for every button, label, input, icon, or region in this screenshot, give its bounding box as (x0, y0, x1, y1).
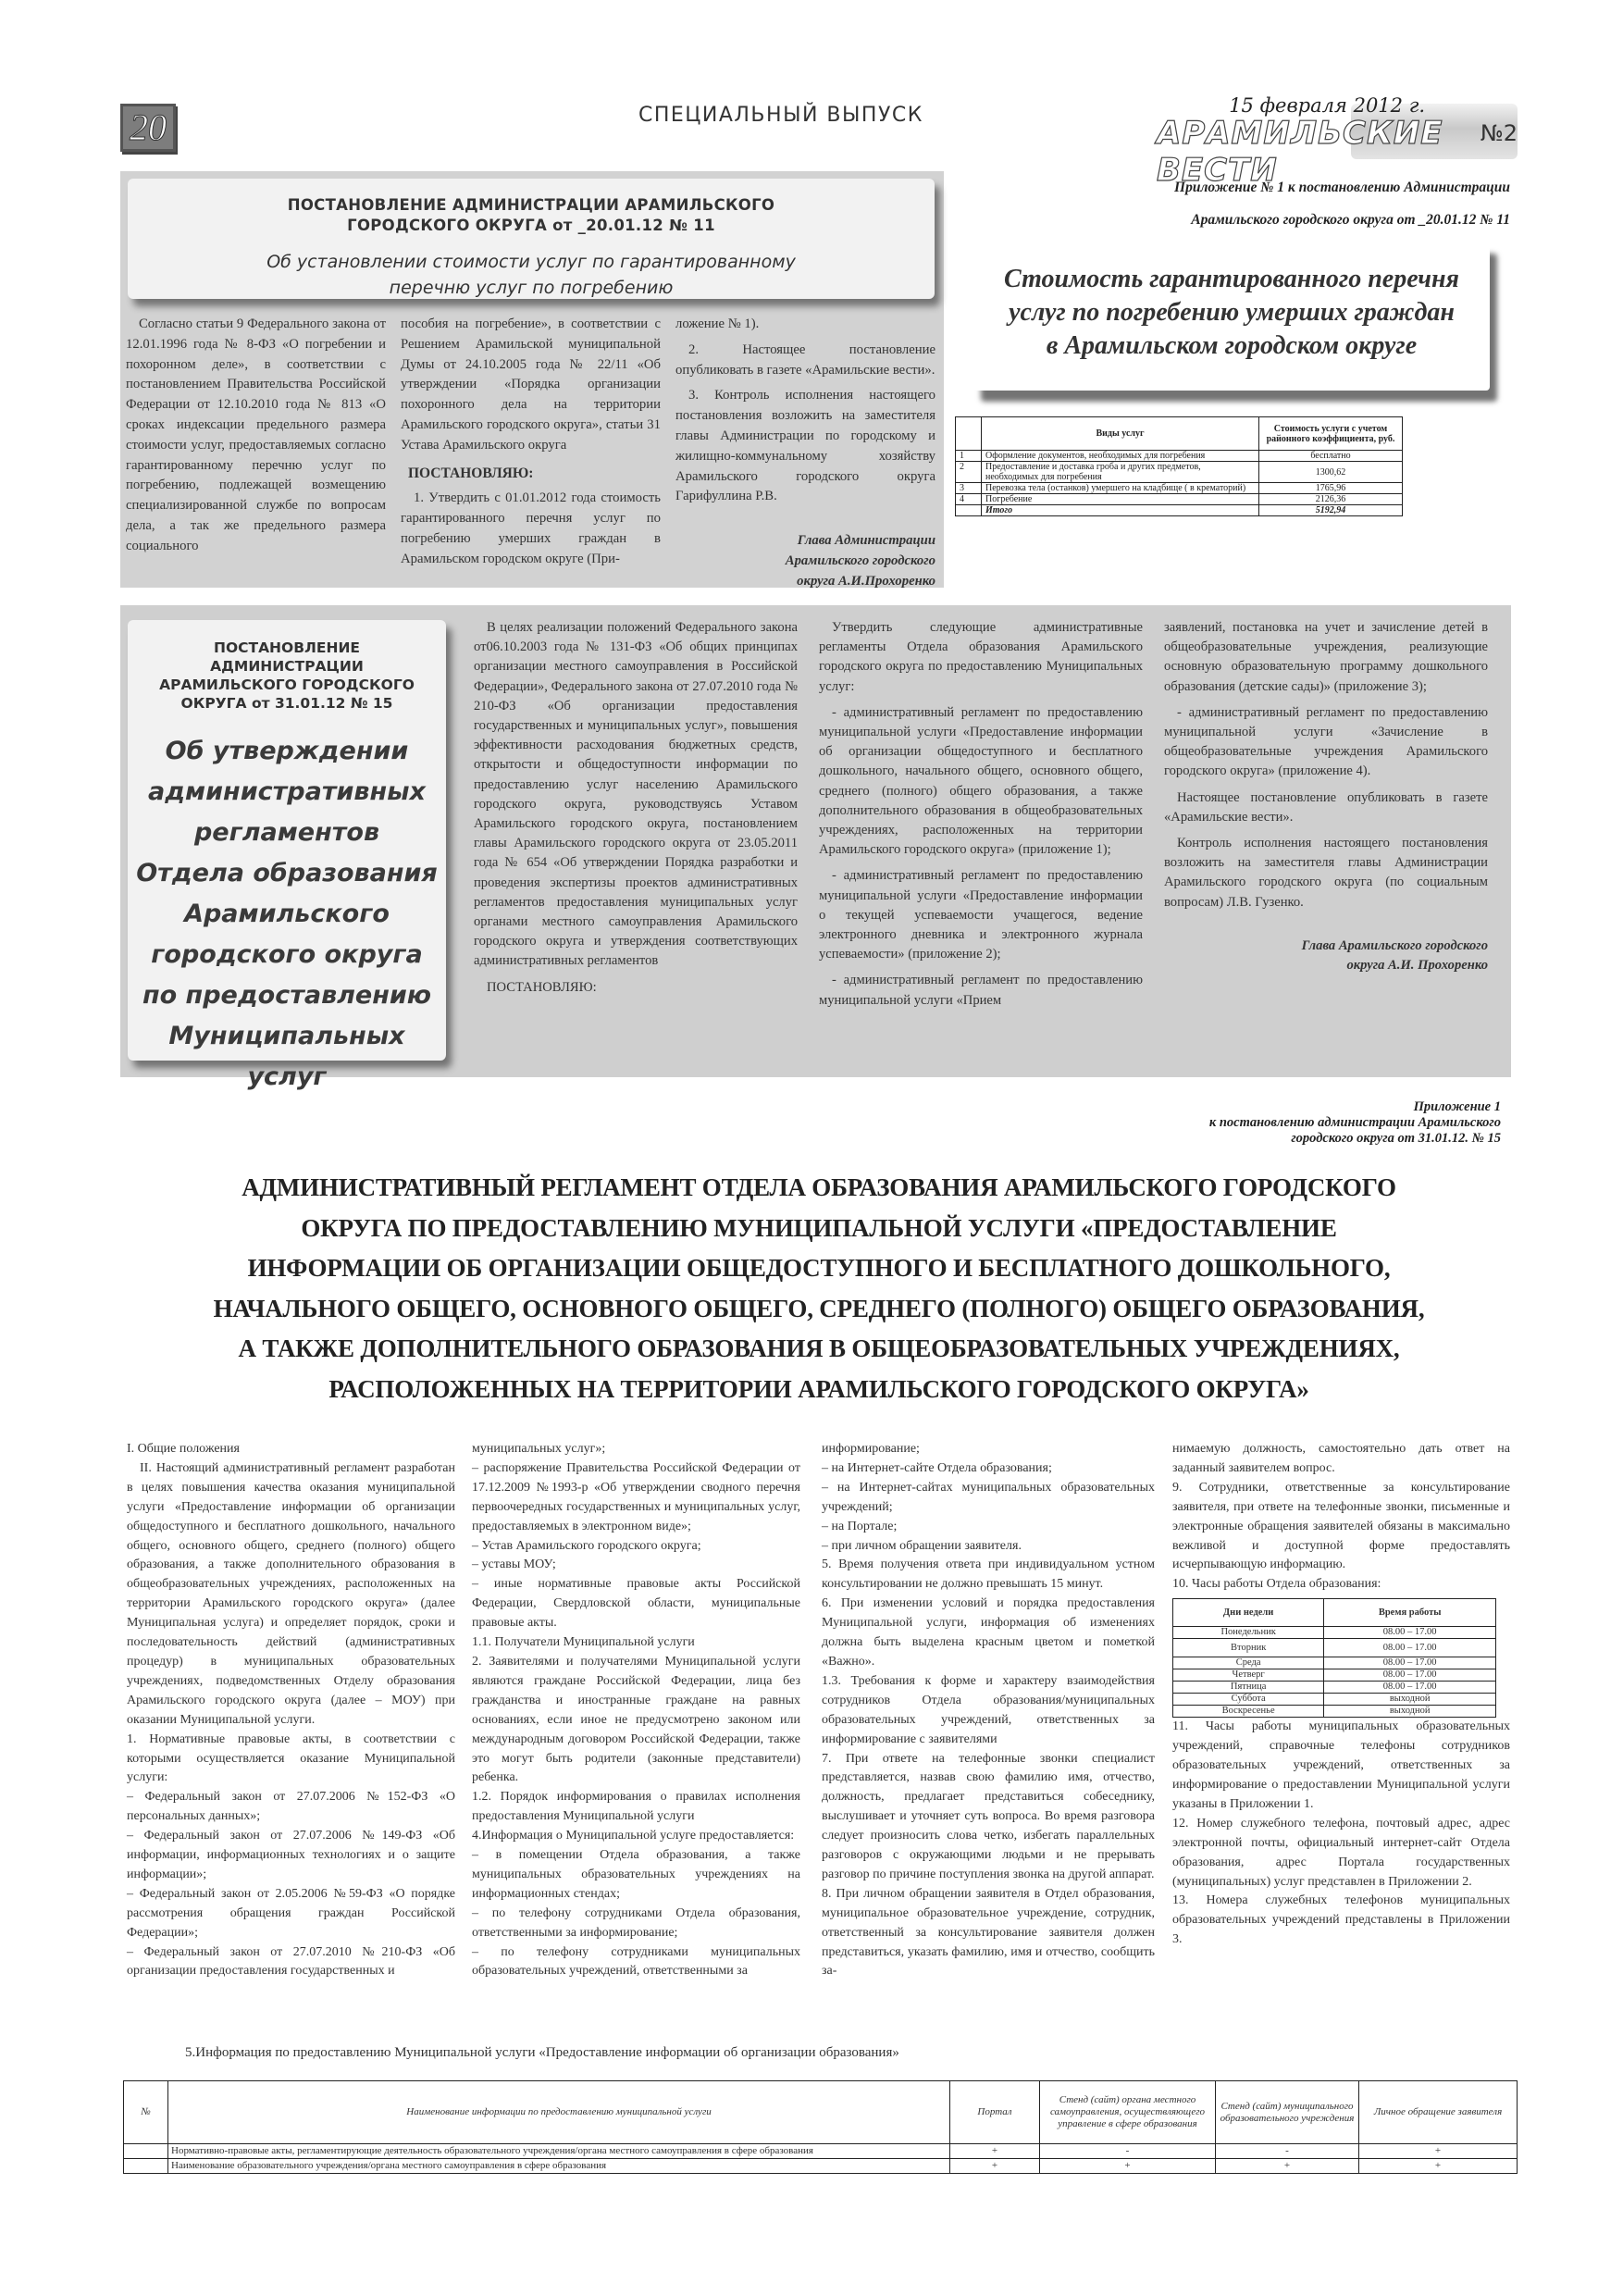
regulation-title-line: ОКРУГА ПО ПРЕДОСТАВЛЕНИЮ МУНИЦИПАЛЬНОЙ УСЛУГИ «ПРЕДОСТАВЛЕНИЕ (301, 1213, 1337, 1242)
hours-cell: 08.00 – 17.00 (1324, 1657, 1496, 1669)
regulation-col-3 (822, 1440, 1155, 1981)
subject-line: по предоставлению (142, 981, 432, 1010)
col-header-info-name: Наименование информации по предоставлению муниципальной услуги (168, 2081, 950, 2144)
table-row (1173, 1657, 1496, 1669)
regulation-paragraph: – иные нормативные правовые акты Российской Федерации, Свердловской области, муниципальные правовые акты. (472, 1577, 800, 1631)
regulation-paragraph: 11. Часы работы муниципальных образовательных учреждений, справочные телефоны сотрудников образовательных учреждений, ответственных за информирование о предоставлении Муниципальной услуги указаны в Приложении 1. (1172, 1719, 1510, 1811)
decree-11-subject-2: перечню услуг по погребению (389, 278, 674, 298)
decree-15-paragraph: Настоящее постановление опубликовать в газете «Арамильские вести». (1164, 789, 1488, 825)
table-row (956, 483, 1403, 494)
decree-15-preamble: В целях реализации положений Федерального закона от06.10.2003 года № 131-ФЗ «Об общих принципах организации местного самоуправления в Российской Федерации», Федерального закона от 27.07.2010 года № 210-ФЗ «Об организации предоставления государственных и муниципальных услуг», повышения эффективности расходования бюджетных средств, открытости и общедоступности информации по предоставлению услуг населению Арамильского городского округа, руководствуясь Уставом Арамильского городского округа, постановлением главы Арамильского городского округа от 23.05.2011 года № 654 «Об утверждении Порядка разработки и проведения экспертизы проектов административных регламентов предоставления муниципальных услуг органами местного самоуправления Арамильского городского округа и утверждения соответствующих административных регламентов (474, 620, 798, 969)
table-header-row (124, 2081, 1518, 2144)
regulation-title (139, 1168, 1499, 1409)
decree-15-paragraph: Контроль исполнения настоящего постановления возложить на заместителя главы Администрации Арамильского городского округа (по социальным вопросам) Л.В. Гузенко. (1164, 836, 1488, 910)
col-header-cost: Стоимость услуги с учетом районного коэффициента, руб. (1259, 417, 1403, 451)
regulation-paragraph: I. Общие положения (127, 1442, 240, 1456)
regulation-paragraph: 1.3. Требования к форме и характеру взаимодействия сотрудников Отдела образования/муниципальных образовательных учреждений, ответственных за информирование с заявителями (822, 1673, 1155, 1746)
decree-11-heading-2: ГОРОДСКОГО ОКРУГА от _20.01.12 № 11 (347, 217, 715, 234)
decree-11-resolve: ПОСТАНОВЛЯЮ: (408, 465, 534, 481)
row-service: Погребение (982, 494, 1259, 505)
row-personal-visit: + (1359, 2159, 1518, 2174)
decree-15-col-1 (474, 618, 798, 1004)
decree-11-preamble-cont: пособия на погребение», в соответствии с Решением Арамильской муниципальной Думы от 24.10.2005 года № 22/11 «Об утверждении «Порядка организации похоронного дела на территории Арамильского городского округа», статьи 31 Устава Арамильского округа (401, 316, 661, 453)
decree-11-heading: ПОСТАНОВЛЕНИЕ АДМИНИСТРАЦИИ АРАМИЛЬСКОГО (287, 196, 775, 214)
row-num: 1 (956, 451, 982, 462)
decree-11-item-3: 3. Контроль исполнения настоящего постановления возложить на заместителя главы Администрации по городскому и жилищно-коммунальному хозяйству Арамильского городского округа Гарифуллина Р.В. (675, 388, 935, 504)
decree-15-paragraph: - административный регламент по предоставлению муниципальной услуги «Прием (819, 973, 1143, 1008)
row-service: Оформление документов, необходимых для погребения (982, 451, 1259, 462)
funeral-cost-table (955, 416, 1403, 516)
table-row (1173, 1706, 1496, 1718)
col-header-day: Дни недели (1173, 1599, 1324, 1627)
funeral-cost-title: в Арамильском городском округе (1046, 331, 1418, 360)
table-row (124, 2144, 1518, 2159)
regulation-paragraph: 9. Сотрудники, ответственные за консультирование заявителя, при ответе на телефонные звонки, письменные и электронные обращения заявителей обязаны в максимально вежливой и доступной форме предоставлять исчерпывающую информацию. (1172, 1480, 1510, 1572)
regulation-paragraph: 4.Информация о Муниципальной услуге предоставляется: (472, 1829, 795, 1843)
decree-15-signature (1164, 937, 1488, 975)
office-hours-table (1172, 1598, 1496, 1718)
table-row (1173, 1669, 1496, 1682)
regulation-paragraph: 10. Часы работы Отдела образования: (1172, 1577, 1381, 1592)
info-table (123, 2080, 1518, 2174)
decree-15-heading: ПОСТАНОВЛЕНИЕ (213, 639, 361, 656)
decree-11-item-1-cont: ложение № 1). (675, 316, 760, 331)
decree-15-col-3 (1164, 618, 1488, 975)
row-num (124, 2144, 168, 2159)
regulation-title-line: РАСПОЛОЖЕННЫХ НА ТЕРРИТОРИИ АРАМИЛЬСКОГО ГОРОДСКОГО ОКРУГА» (328, 1374, 1309, 1403)
appendix-ref-line: Приложение № 1 к постановлению Администрации (1174, 180, 1510, 195)
regulation-paragraph: – при личном обращении заявителя. (822, 1538, 1022, 1553)
subject-line: регламентов (193, 818, 380, 847)
hours-cell: выходной (1324, 1706, 1496, 1718)
row-school-stand: - (1216, 2144, 1359, 2159)
regulation-paragraph: – распоряжение Правительства Российской Федерации от 17.12.2009 №1993-р «Об утверждении сводного перечня первоочередных государственных и муниципальных услуг, предоставляемых в электронном виде»; (472, 1460, 800, 1533)
regulation-title-line: ИНФОРМАЦИИ ОБ ОРГАНИЗАЦИИ ОБЩЕДОСТУПНОГО И БЕСПЛАТНОГО ДОШКОЛЬНОГО, (247, 1254, 1391, 1282)
table-row (1173, 1627, 1496, 1639)
row-portal: + (950, 2159, 1040, 2174)
row-cost: 2126,36 (1259, 494, 1403, 505)
signature-line: округа А.И.Прохоренко (797, 573, 935, 589)
appendix-ref-line: Арамильского городского округа от _20.01.12 № 11 (1191, 212, 1510, 228)
funeral-cost-title: услуг по погребению умерших граждан (1009, 298, 1455, 327)
regulation-paragraph: муниципальных услуг»; (472, 1442, 606, 1456)
subject-line: Отдела образования (136, 859, 438, 887)
decree-15-paragraph: Утвердить следующие административные регламенты Отдела образования Арамильского городского округа по предоставлению Муниципальных услуг: (819, 620, 1143, 694)
hours-cell: выходной (1324, 1694, 1496, 1706)
decree-15-heading: АРАМИЛЬСКОГО ГОРОДСКОГО (159, 676, 415, 693)
decree-15-paragraph: - административный регламент по предоставлению муниципальной услуги «Зачисление в общеобразовательные учреждения Арамильского городского округа» (приложение 4). (1164, 704, 1488, 779)
row-service: Перевозка тела (останков) умершего на кладбище ( в крематорий) (982, 483, 1259, 494)
decree-11-col-1 (126, 315, 386, 592)
day-cell: Воскресенье (1173, 1706, 1324, 1718)
decree-15-paragraph: заявлений, постановка на учет и зачисление детей в общеобразовательные учреждения, реализующие основную образовательную программу дошкольного образования (детские сады)» (приложение 3); (1164, 620, 1488, 694)
page-number: 20 (120, 104, 176, 152)
table-row (1173, 1682, 1496, 1694)
regulation-paragraph: 8. При личном обращении заявителя в Отдел образования, муниципальное образовательное учреждение, сотрудник, ответственный за консультирование заявителя должен представиться, указать фамилию, имя и отчество, сообщить за- (822, 1886, 1155, 1979)
appendix-ref-line: к постановлению администрации Арамильского (1208, 1115, 1501, 1130)
table-header-row (956, 417, 1403, 451)
decree-11-item-2: 2. Настоящее постановление опубликовать в газете «Арамильские вести». (675, 341, 935, 378)
decree-15-heading: ОКРУГА от 31.01.12 № 15 (180, 695, 393, 712)
subject-line: административных (148, 777, 426, 806)
regulation-col-4 (1172, 1440, 1510, 1950)
decree-15-paragraph: - административный регламент по предоставлению муниципальной услуги «Предоставление информации о текущей успеваемости учащегося, ведение электронного дневника и электронного журнала успеваемости» (приложение 2); (819, 868, 1143, 962)
newspaper-name: АРАМИЛЬСКИЕ ВЕСТИ (1157, 115, 1443, 189)
regulation-paragraph: 1.1. Получатели Муниципальной услуги (472, 1635, 695, 1650)
subject-line: Арамильского (184, 900, 390, 928)
section-title: СПЕЦИАЛЬНЫЙ ВЫПУСК (638, 104, 923, 127)
regulation-paragraph: – Федеральный закон от 27.07.2010 №210-ФЗ «Об организации предоставления государственных и (127, 1944, 455, 1979)
regulation-paragraph: – на Интернет-сайтах муниципальных образовательных учреждений; (822, 1480, 1155, 1514)
subject-line: Об утверждении (165, 737, 409, 765)
regulation-title-line: АДМИНИСТРАТИВНЫЙ РЕГЛАМЕНТ ОТДЕЛА ОБРАЗОВАНИЯ АРАМИЛЬСКОГО ГОРОДСКОГО (242, 1173, 1396, 1201)
row-cost: 1765,96 (1259, 483, 1403, 494)
decree-15-col-2 (819, 618, 1143, 1017)
regulation-paragraph: – Устав Арамильского городского округа; (472, 1538, 701, 1553)
row-num: 2 (956, 462, 982, 483)
decree-15-heading: АДМИНИСТРАЦИИ (210, 658, 364, 675)
regulation-paragraph: 12. Номер служебного телефона, почтовый адрес, адрес электронной почты, официальный интернет-сайт Отдела образования, адрес Портала государственных (муниципальных) услуг представлен в Приложении 2. (1172, 1816, 1510, 1889)
col-header-num: № (124, 2081, 168, 2144)
hours-cell: 08.00 – 17.00 (1324, 1639, 1496, 1657)
regulation-paragraph: 5. Время получения ответа при индивидуальном устном консультировании не должно превышать 15 минут. (822, 1558, 1155, 1592)
day-cell: Понедельник (1173, 1627, 1324, 1639)
hours-cell: 08.00 – 17.00 (1324, 1627, 1496, 1639)
decree-15-subject (128, 731, 446, 1098)
decree-11-preamble: Согласно статьи 9 Федерального закона от 12.01.1996 года № 8-ФЗ «О погребении и похоронном деле», в соответствии с постановлением Правительства Российской Федерации от 12.10.2010 года № 813 «О сроках индексации предельного размера стоимости услуг, предоставляемых согласно гарантированному перечню услуг по погребению, подлежащей возмещению специализированной службе по вопросам дела, а так же предельного размера социального (126, 316, 386, 553)
row-portal: + (950, 2144, 1040, 2159)
table-total-row (956, 505, 1403, 516)
regulation-paragraph: – по телефону сотрудниками муниципальных образовательных учреждений, ответственными за (472, 1944, 800, 1979)
decree-11-block (120, 171, 944, 588)
regulation-paragraph: – по телефону сотрудниками Отдела образования, ответственными за информирование; (472, 1905, 800, 1940)
signature-line: округа А.И. Прохоренко (1346, 958, 1488, 974)
row-personal-visit: + (1359, 2144, 1518, 2159)
col-header-authority-stand: Стенд (сайт) органа местного самоуправления, осуществляющего управление в сфере образования (1040, 2081, 1216, 2144)
regulation-paragraph: – уставы МОУ; (472, 1558, 556, 1572)
issue-date: 15 февраля 2012 г. (1229, 94, 1425, 117)
regulation-paragraph: – на Интернет-сайте Отдела образования; (822, 1460, 1052, 1475)
day-cell: Четверг (1173, 1669, 1324, 1682)
regulation-paragraph: 13. Номера служебных телефонов муниципальных образовательных учреждений представлены в Приложении 3. (1172, 1893, 1510, 1947)
signature-line: Глава Администрации (797, 533, 935, 549)
regulation-paragraph: – Федеральный закон от 27.07.2006 №149-ФЗ «Об информации, информационных технологиях и о защите информации»; (127, 1829, 455, 1881)
row-authority-stand: + (1040, 2159, 1216, 2174)
total-label: Итого (982, 505, 1259, 516)
regulation-paragraph: – Федеральный закон от 27.07.2006 №152-ФЗ «О персональных данных»; (127, 1790, 455, 1824)
row-num: 3 (956, 483, 982, 494)
col-header-school-stand: Стенд (сайт) муниципального образовательного учреждения (1216, 2081, 1359, 2144)
regulation-paragraph: информирование; (822, 1442, 920, 1456)
funeral-cost-title-card (973, 242, 1490, 391)
decree-11-col-2 (401, 315, 661, 592)
col-header-portal: Портал (950, 2081, 1040, 2144)
col-header-service: Виды услуг (982, 417, 1259, 451)
row-authority-stand: - (1040, 2144, 1216, 2159)
regulation-title-line: НАЧАЛЬНОГО ОБЩЕГО, ОСНОВНОГО ОБЩЕГО, СРЕДНЕГО (ПОЛНОГО) ОБЩЕГО ОБРАЗОВАНИЯ, (213, 1294, 1425, 1322)
regulation-col-2 (472, 1440, 800, 1981)
table-row (1173, 1639, 1496, 1657)
col-header-num (956, 417, 982, 451)
hours-cell: 08.00 – 17.00 (1324, 1669, 1496, 1682)
row-num (124, 2159, 168, 2174)
regulation-title-line: А ТАКЖЕ ДОПОЛНИТЕЛЬНОГО ОБРАЗОВАНИЯ В ОБЩЕОБРАЗОВАТЕЛЬНЫХ УЧРЕЖДЕНИЯХ, (238, 1334, 1400, 1362)
decree-11-title-card (128, 179, 935, 299)
decree-15-resolve: ПОСТАНОВЛЯЮ: (487, 979, 597, 995)
row-cost: бесплатно (1259, 451, 1403, 462)
day-cell: Пятница (1173, 1682, 1324, 1694)
day-cell: Среда (1173, 1657, 1324, 1669)
row-info-name: Нормативно-правовые акты, регламентирующие деятельность образовательного учреждения/органа местного самоуправления в сфере образования (168, 2144, 950, 2159)
regulation-paragraph: 6. При изменении условий и порядка предоставления Муниципальной услуги, информация об изменениях должна быть выделена красным цветом и пометкой «Важно». (822, 1596, 1155, 1669)
row-num: 4 (956, 494, 982, 505)
row-service: Предоставление и доставка гроба и других предметов, необходимых для погребения (982, 462, 1259, 483)
appendix-1-decree-15-reference (1064, 1099, 1501, 1147)
appendix-1-reference (999, 171, 1510, 236)
regulation-paragraph: II. Настоящий административный регламент разработан в целях повышения качества оказания муниципальной услуги «Предоставление информации об организации общедоступного и бесплатного дошкольного, начального общего, основного общего, среднего (полного) общего образования, а также дополнительного образования в общеобразовательных учреждениях, расположенных на территории Арамильского городского округа» (далее Муниципальная услуга) и определяет порядок, сроки и последовательность действий (административных процедур) в муниципальных образовательных учреждениях, подведомственных Отделу образования Арамильского городского округа (далее – МОУ) при оказании Муниципальной услуги. (127, 1460, 455, 1727)
appendix-ref-line: Приложение 1 (1413, 1099, 1501, 1114)
regulation-paragraph: 7. При ответе на телефонные звонки специалист представляется, назвав свою фамилию имя, отчество, должность, предлагает представиться собеседнику, выслушивает и уточняет суть вопроса. Во время разговора следует произносить слова четко, избегать параллельных разговоров с окружающими людьми и не прерывать разговор по причине поступления звонка на другой аппарат. (822, 1751, 1155, 1881)
day-cell: Вторник (1173, 1639, 1324, 1657)
info-table-caption: 5.Информация по предоставлению Муниципальной услуги «Предоставление информации об организации образования» (185, 2045, 899, 2060)
decree-11-subject-1: Об установлении стоимости услуг по гарантированному (266, 252, 796, 272)
decree-15-paragraph: - административный регламент по предоставлению муниципальной услуги «Предоставление информации об организации общедоступного и бесплатного дошкольного, начального общего, основного общего, среднего (полного) общего образования, а также дополнительного образования в общеобразовательных учреждениях, расположенных на территории Арамильского городского округа» (приложение 1); (819, 704, 1143, 858)
decree-11-columns (126, 315, 936, 592)
subject-line: городского округа (151, 940, 423, 969)
regulation-paragraph: 1. Нормативные правовые акты, в соответствии с которыми осуществляется оказание Муниципальной услуги: (127, 1731, 455, 1785)
appendix-ref-line: городского округа от 31.01.12. № 15 (1291, 1131, 1501, 1146)
decree-11-item-1: 1. Утвердить с 01.01.2012 года стоимость гарантированного перечня услуг по погребению умерших граждан в Арамильском городском округе (При- (401, 490, 661, 566)
table-header-row (1173, 1599, 1496, 1627)
regulation-paragraph: 1.2. Порядок информирования о правилах исполнения предоставления Муниципальной услуги (472, 1790, 800, 1824)
hours-cell: 08.00 – 17.00 (1324, 1682, 1496, 1694)
regulation-paragraph: – в помещении Отдела образования, а также муниципальных образовательных учреждениях на информационных стендах; (472, 1848, 800, 1901)
regulation-col-1 (127, 1440, 455, 1981)
decree-11-subject (128, 249, 935, 301)
signature-line: Глава Арамильского городского (1301, 937, 1488, 953)
regulation-paragraph: – на Портале; (822, 1519, 898, 1533)
signature-line: Арамильского городского (785, 552, 935, 568)
total-value: 5192,94 (1259, 505, 1403, 516)
table-row (124, 2159, 1518, 2174)
regulation-paragraph: – Федеральный закон от 2.05.2006 №59-ФЗ «О порядке рассмотрения обращения граждан Российской Федерации»; (127, 1886, 455, 1940)
table-row (1173, 1694, 1496, 1706)
subject-line: Муниципальных услуг (168, 1022, 405, 1091)
col-header-hours: Время работы (1324, 1599, 1496, 1627)
decree-15-block (120, 605, 1511, 1091)
decree-11-col-3 (675, 315, 935, 592)
funeral-cost-title: Стоимость гарантированного перечня (1004, 265, 1459, 293)
issue-number: №2 (1480, 120, 1518, 146)
decree-15-title-card (128, 620, 446, 1091)
day-cell: Суббота (1173, 1694, 1324, 1706)
table-row (956, 451, 1403, 462)
row-cost: 1300,62 (1259, 462, 1403, 483)
regulation-paragraph: нимаемую должность, самостоятельно дать ответ на заданный заявителем вопрос. (1172, 1442, 1510, 1475)
decree-11-signature (675, 531, 935, 591)
table-row (956, 494, 1403, 505)
row-info-name: Наименование образовательного учреждения/органа местного самоуправления в сфере образования (168, 2159, 950, 2174)
row-school-stand: + (1216, 2159, 1359, 2174)
row-num (956, 505, 982, 516)
col-header-personal-visit: Личное обращение заявителя (1359, 2081, 1518, 2144)
table-row (956, 462, 1403, 483)
regulation-paragraph: 2. Заявителями и получателями Муниципальной услуги являются граждане Российской Федерации, лица без гражданства и иностранные граждане на равных основаниях, если иное не предусмотрено законом или международным договором Российской Федерации, также это могут быть родители (законные представители) ребенка. (472, 1654, 800, 1785)
